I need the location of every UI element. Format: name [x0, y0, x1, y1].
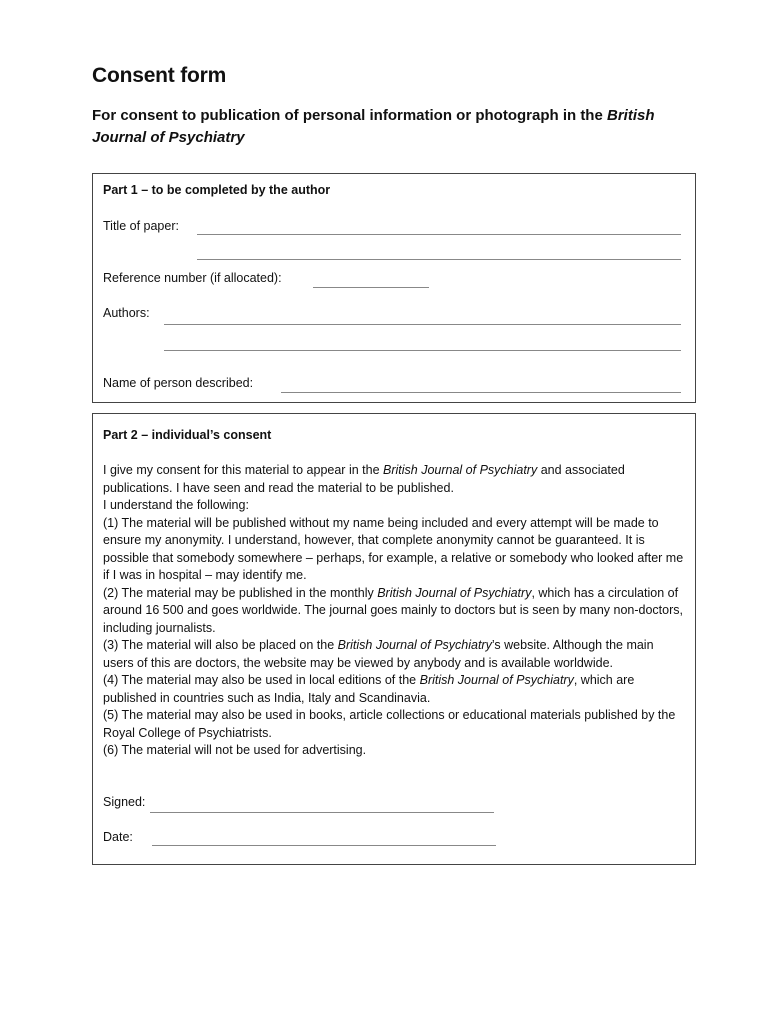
subtitle-text: For consent to publication of personal information or photograph in the [92, 107, 603, 124]
consent-item-3: (3) The material will also be placed on the British Journal of Psychiatry’s website. Although the main users of this are doctors, the website may be viewed by anybody and is available worldwide. [103, 638, 654, 670]
part2-box [92, 413, 696, 865]
person-described-line[interactable] [281, 392, 681, 393]
reference-number-line[interactable] [313, 287, 429, 288]
authors-label: Authors: [103, 306, 150, 320]
subtitle-journal: British Journal of Psychiatry [92, 107, 655, 146]
date-label: Date: [103, 830, 133, 844]
title-of-paper-line-2[interactable] [197, 259, 681, 260]
consent-item-4: (4) The material may also be used in local editions of the British Journal of Psychiatry, which are published in countries such as India, Italy and Scandinavia. [103, 673, 635, 705]
person-described-label: Name of person described: [103, 376, 254, 390]
part2-heading: Part 2 – individual’s consent [103, 428, 272, 442]
reference-number-label: Reference number (if allocated): [103, 271, 282, 285]
date-line[interactable] [152, 845, 496, 846]
consent-item-6: (6) The material will not be used for advertising. [103, 743, 367, 757]
consent-item-1: (1) The material will be published without my name being included and every attempt will be made to ensure my anonymity. I understand, however, that complete anonymity cannot be guaranteed. It is possible that somebody somewhere – perhaps, for example, a relative or somebody who looked after me if I was in hospital – may identify me. [103, 515, 684, 582]
signature-line[interactable] [150, 812, 494, 813]
title-of-paper-line-1[interactable] [197, 234, 681, 235]
signed-label: Signed: [103, 795, 146, 809]
form-subtitle [92, 105, 694, 149]
part1-box [92, 173, 696, 403]
form-title: Consent form [92, 64, 227, 87]
authors-line-2[interactable] [164, 350, 681, 351]
part1-heading: Part 1 – to be completed by the author [103, 183, 331, 197]
consent-text [103, 462, 687, 760]
consent-item-5: (5) The material may also be used in books, article collections or educational materials published by the Royal College of Psychiatrists. [103, 708, 676, 740]
authors-line-1[interactable] [164, 324, 681, 325]
consent-item-2: (2) The material may be published in the monthly British Journal of Psychiatry, which has a circulation of around 16 500 and goes worldwide. The journal goes mainly to doctors but is seen by many non-doctors, including journalists. [103, 585, 683, 635]
understand-heading: I understand the following: [103, 498, 249, 512]
consent-statement: I give my consent for this material to appear in the British Journal of Psychiatry and associated publications. I have seen and read the material to be published. [103, 463, 625, 495]
title-of-paper-label: Title of paper: [103, 219, 179, 233]
